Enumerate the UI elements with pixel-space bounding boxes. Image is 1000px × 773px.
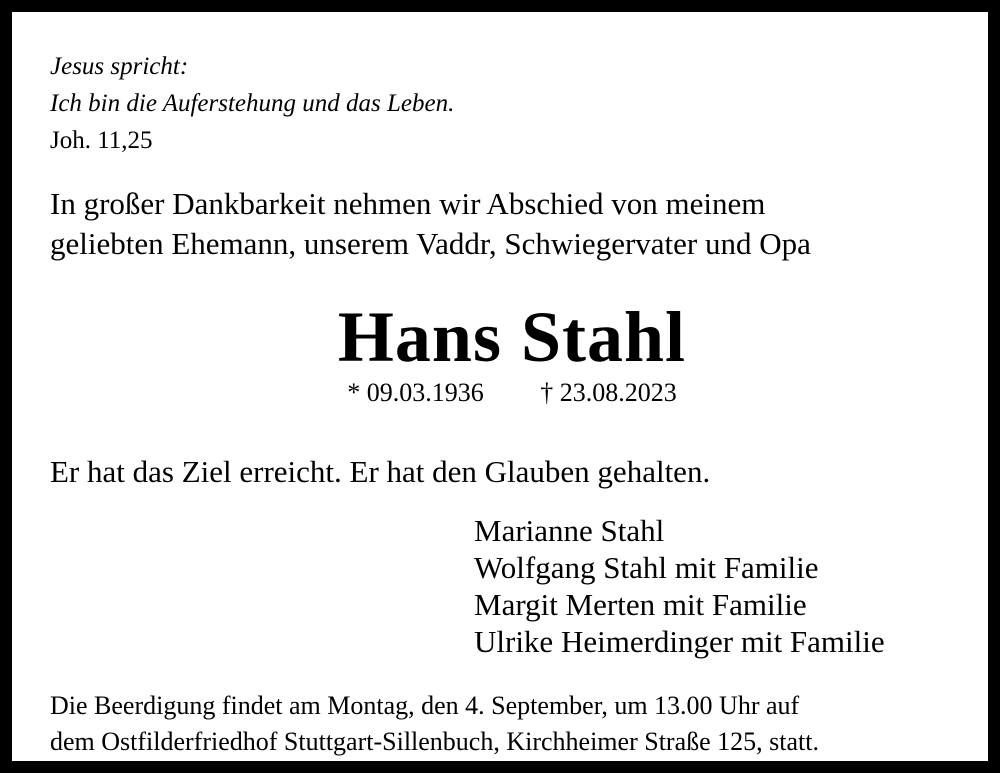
bible-verse	[50, 48, 454, 159]
mourner-item: Ulrike Heimerdinger mit Familie	[474, 624, 885, 659]
death-date: † 23.08.2023	[540, 378, 677, 407]
funeral-line-1: Die Beerdigung findet am Montag, den 4. September, um 13.00 Uhr auf	[50, 691, 800, 720]
mourner-item: Wolfgang Stahl mit Familie	[474, 550, 819, 585]
mourners-list	[474, 512, 885, 660]
intro-text	[50, 184, 811, 264]
verse-line-2: Ich bin die Auferstehung und das Leben.	[50, 90, 455, 117]
funeral-line-2: dem Ostfilderfriedhof Stuttgart-Sillenbuch, Kirchheimer Straße 125, statt.	[50, 727, 819, 756]
deceased-name: Hans Stahl	[337, 297, 687, 377]
life-dates	[12, 376, 1000, 410]
intro-line-2: geliebten Ehemann, unserem Vaddr, Schwiegervater und Opa	[50, 226, 811, 261]
intro-line-1: In großer Dankbarkeit nehmen wir Abschied von meinem	[50, 186, 766, 221]
mourner-item: Margit Merten mit Familie	[474, 587, 807, 622]
mourner-item: Marianne Stahl	[474, 513, 665, 548]
funeral-notice	[50, 688, 819, 760]
motto-text: Er hat das Ziel erreicht. Er hat den Glauben gehalten.	[50, 454, 711, 489]
verse-line-1: Jesus spricht:	[50, 53, 189, 80]
verse-reference: Joh. 11,25	[50, 127, 153, 154]
birth-date: * 09.03.1936	[347, 378, 484, 407]
